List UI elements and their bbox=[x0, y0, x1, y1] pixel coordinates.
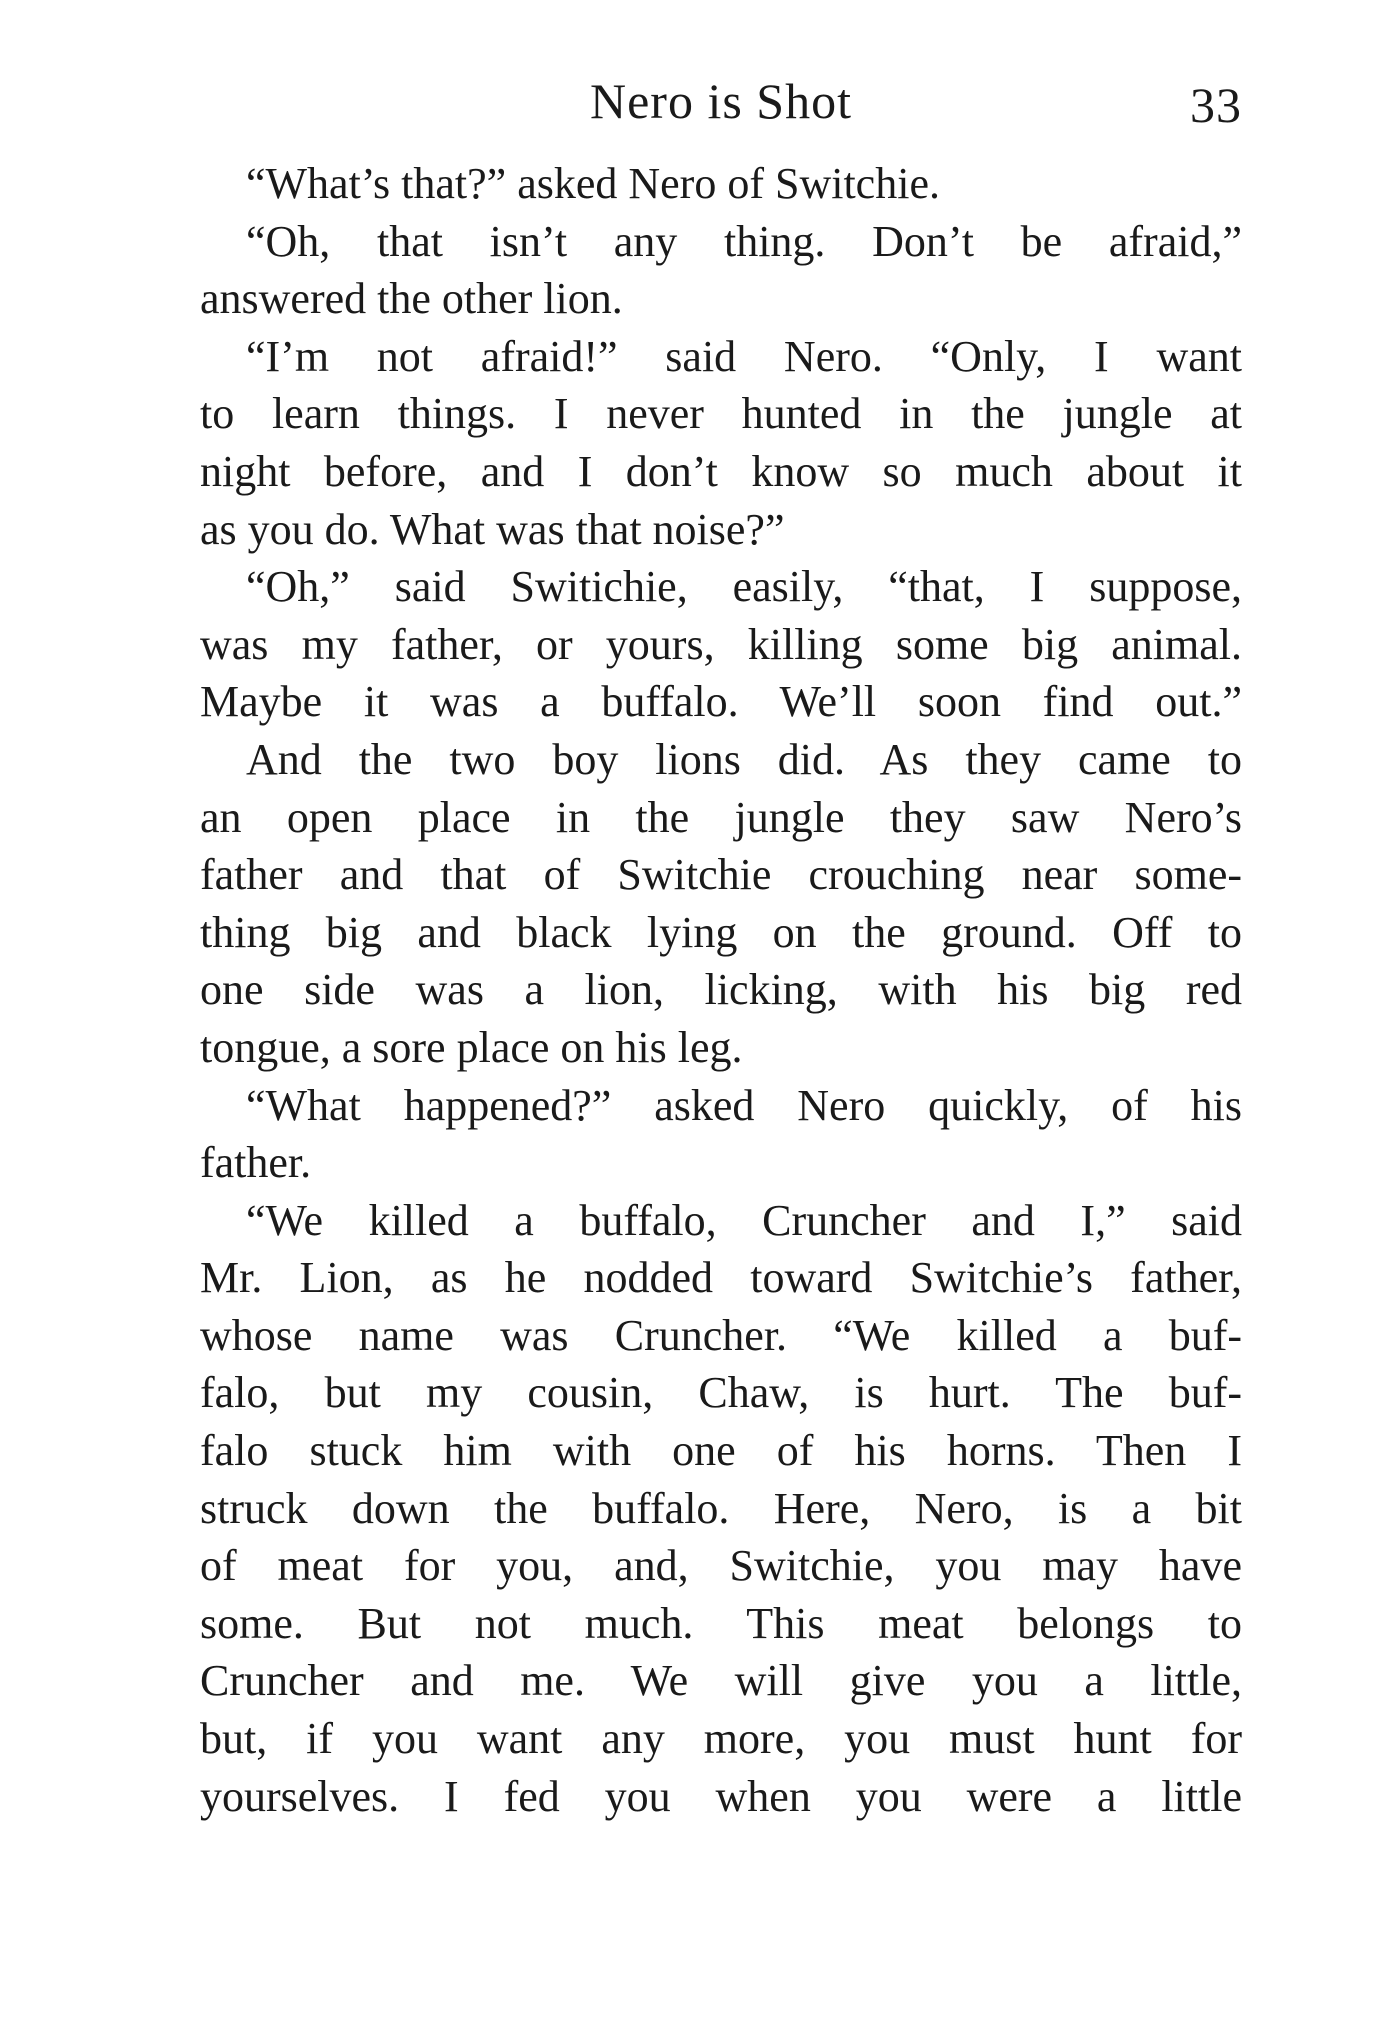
text-line: And the two boy lions did. As they came to bbox=[246, 734, 1242, 784]
text-line: falo stuck him with one of his horns. Then I bbox=[200, 1426, 1242, 1476]
text-line: whose name was Cruncher. “We killed a buf- bbox=[200, 1310, 1242, 1360]
text-line: Mr. Lion, as he nodded toward Switchie’s father, bbox=[200, 1253, 1242, 1303]
text-line: some. But not much. This meat belongs to bbox=[200, 1598, 1242, 1648]
text-line: “We killed a buffalo, Cruncher and I,” said bbox=[246, 1195, 1242, 1245]
text-line: but, if you want any more, you must hunt for bbox=[200, 1714, 1242, 1764]
text-line: night before, and I don’t know so much about it bbox=[200, 446, 1242, 496]
text-line: “What’s that?” asked Nero of Switchie. bbox=[246, 159, 940, 208]
text-line: falo, but my cousin, Chaw, is hurt. The buf- bbox=[200, 1368, 1242, 1418]
page-number: 33 bbox=[1190, 77, 1242, 133]
text-line: to learn things. I never hunted in the jungle at bbox=[200, 389, 1242, 439]
text-line: answered the other lion. bbox=[200, 274, 623, 324]
text-line: “Oh, that isn’t any thing. Don’t be afraid,” bbox=[246, 216, 1242, 266]
text-line: of meat for you, and, Switchie, you may have bbox=[200, 1541, 1242, 1591]
text-line: “Oh,” said Switichie, easily, “that, I suppose, bbox=[246, 562, 1242, 612]
text-line: thing big and black lying on the ground. Off to bbox=[200, 907, 1242, 957]
text-line: as you do. What was that noise?” bbox=[200, 504, 785, 554]
text-line: father and that of Switchie crouching near some- bbox=[200, 850, 1242, 900]
text-line: was my father, or yours, killing some big animal. bbox=[200, 619, 1242, 669]
body-text bbox=[200, 155, 1242, 1825]
text-line: Maybe it was a buffalo. We’ll soon find out.” bbox=[200, 677, 1242, 727]
running-title: Nero is Shot bbox=[590, 73, 852, 129]
text-line: “What happened?” asked Nero quickly, of his bbox=[246, 1080, 1242, 1130]
text-line: “I’m not afraid!” said Nero. “Only, I want bbox=[246, 331, 1242, 381]
text-line: tongue, a sore place on his leg. bbox=[200, 1022, 743, 1072]
text-line: an open place in the jungle they saw Nero’s bbox=[200, 792, 1242, 842]
text-line: one side was a lion, licking, with his big red bbox=[200, 965, 1242, 1015]
text-line: father. bbox=[200, 1138, 312, 1188]
page-header bbox=[200, 72, 1242, 142]
text-line: Cruncher and me. We will give you a little, bbox=[200, 1656, 1242, 1706]
text-line: yourselves. I fed you when you were a little bbox=[200, 1771, 1242, 1821]
text-line: struck down the buffalo. Here, Nero, is a bit bbox=[200, 1483, 1242, 1533]
